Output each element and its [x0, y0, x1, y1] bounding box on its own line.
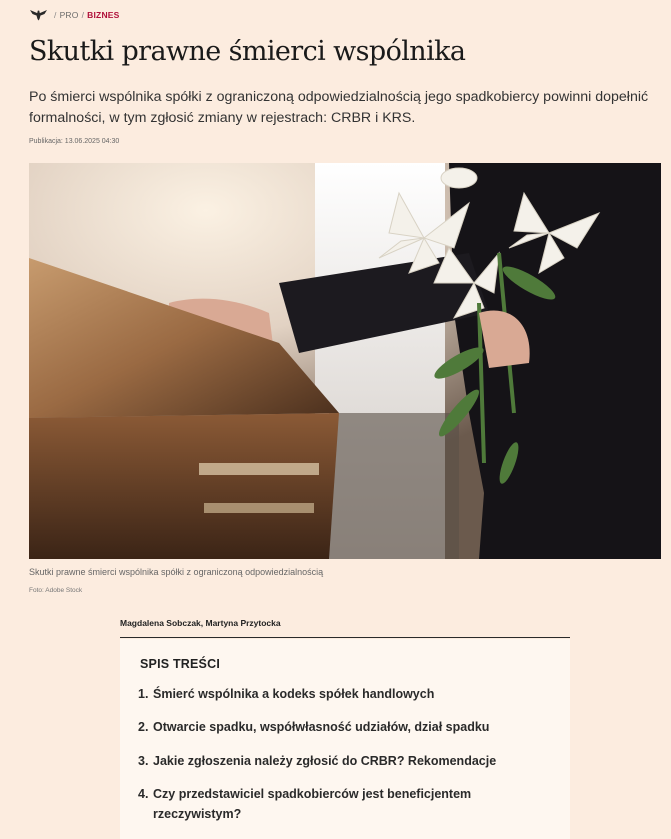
- image-caption: Skutki prawne śmierci wspólnika spółki z ograniczoną odpowiedzialnością: [29, 567, 324, 577]
- breadcrumb-separator: /: [54, 10, 57, 20]
- toc-item[interactable]: [138, 684, 538, 704]
- breadcrumb: [29, 8, 120, 22]
- article-authors[interactable]: Magdalena Sobczak, Martyna Przytocka: [120, 618, 281, 628]
- divider: [120, 637, 570, 638]
- eagle-logo-icon[interactable]: [29, 9, 48, 21]
- toc-item-number: 4.: [138, 787, 149, 801]
- hero-image: [29, 163, 661, 559]
- article-lead: Po śmierci wspólnika spółki z ograniczoną odpowiedzialnością jego spadkobiercy powinni dopełnić formalności, w tym zgłosić zmiany w rejestrach: CRBR i KRS.: [29, 89, 649, 126]
- table-of-contents: [120, 639, 570, 839]
- toc-item-number: 3.: [138, 754, 149, 768]
- toc-item-link[interactable]: Śmierć wspólnika a kodeks spółek handlowych: [153, 687, 435, 701]
- breadcrumb-item-biznes[interactable]: BIZNES: [87, 10, 120, 20]
- toc-title: SPIS TREŚCI: [140, 657, 220, 671]
- publication-date: Publikacja: 13.06.2025 04:30: [29, 138, 120, 145]
- toc-item[interactable]: [138, 751, 538, 771]
- image-credit: Foto: Adobe Stock: [29, 587, 83, 594]
- toc-item[interactable]: [138, 717, 538, 737]
- breadcrumb-item-pro[interactable]: PRO: [59, 10, 79, 20]
- toc-item-number: 1.: [138, 687, 149, 701]
- breadcrumb-separator: /: [81, 10, 85, 20]
- toc-item-link[interactable]: Otwarcie spadku, współwłasność udziałów, dział spadku: [153, 720, 490, 734]
- toc-item-link[interactable]: Jakie zgłoszenia należy zgłosić do CRBR? Rekomendacje: [153, 754, 497, 768]
- toc-item[interactable]: [138, 784, 478, 824]
- toc-item-link[interactable]: Czy przedstawiciel spadkobierców jest beneficjentem rzeczywistym?: [153, 787, 472, 821]
- article-title: Skutki prawne śmierci wspólnika: [29, 36, 466, 67]
- toc-item-number: 2.: [138, 720, 149, 734]
